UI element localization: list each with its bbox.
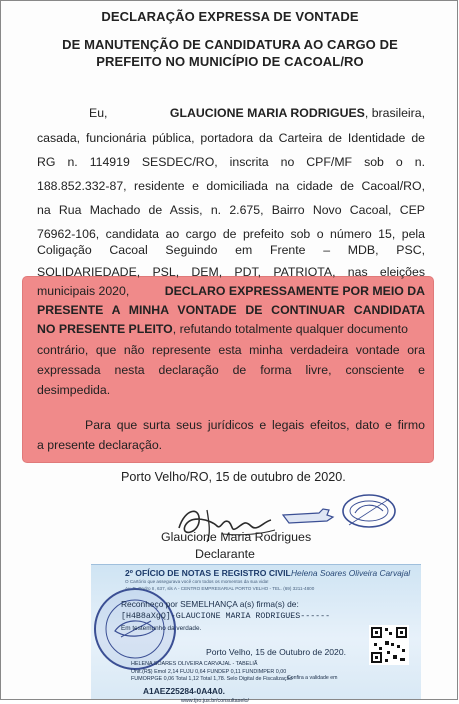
body-line-15: Para que surta seus jurídicos e legais efeitos, dato e firmo [85, 418, 425, 432]
notary-office-title: 2º OFÍCIO DE NOTAS E REGISTRO CIVIL [125, 568, 291, 578]
intro-word: Eu, [89, 106, 108, 120]
notary-fees-1: Unit.(R$) Emol 2,14 FUJU 0,64 FUNDEP 0,11 FUNDIMPER 0,00 [131, 669, 287, 675]
body-line-13: expressada nesta declaração de forma livre, consciente e [37, 363, 425, 377]
document-subtitle-line1: DE MANUTENÇÃO DE CANDIDATURA AO CARGO DE [62, 37, 398, 52]
notary-confirm-text: Confira a validade em [287, 675, 338, 681]
place-and-date: Porto Velho/RO, 15 de outubro de 2020. [121, 470, 346, 484]
document-title: DECLARAÇÃO EXPRESSA DE VONTADE [101, 9, 359, 24]
notary-url: www.tjro.jus.br/consultaselo/ [181, 698, 250, 704]
document-subtitle-line2: PREFEITO NO MUNICÍPIO DE CACOAL/RO [96, 54, 364, 69]
declaration-emphasis-3: NO PRESENTE PLEITO [37, 322, 173, 336]
notary-signature-code: [H4B8aXgQ]-GLAUCIONE MARIA RODRIGUES------ [121, 612, 331, 621]
body-line-4: 188.852.332-87, residente e domiciliada na cidade de Cacoal/RO, [37, 179, 425, 193]
declaration-emphasis-2: PRESENTE A MINHA VONTADE DE CONTINUAR CANDIDATA [37, 303, 425, 317]
body-line-3: RG n. 114919 SESDEC/RO, inscrita no CPF/MF sob o n. [37, 155, 425, 169]
body-line-1 [89, 103, 425, 123]
body-line-12: contrário, que não represente esta minha verdadeira vontade ora [37, 343, 425, 357]
body-line-7: Coligação Cacoal Seguindo em Frente – MDB, PSC, [37, 243, 425, 257]
body-line-16: a presente declaração. [37, 438, 163, 452]
body-line-8: SOLIDARIEDADE, PSL, DEM, PDT, PATRIOTA, nas eleições [37, 265, 425, 279]
notary-recognition-text: Reconheço por SEMELHANÇA a(s) firma(s) de: [121, 599, 299, 609]
declaration-emphasis-1: DECLARO EXPRESSAMENTE POR MEIO DA [164, 284, 425, 298]
notary-fine-print-2: Av. D. Pedro II, 637, sls A - CENTRO EMPRESARIAL PORTO VELHO - TEL. (69) 3211-4800 [125, 586, 315, 591]
nationality: , brasileira, [364, 106, 425, 120]
notary-tabeliao: Helena Soares Oliveira Carvajal [291, 568, 411, 578]
elections-year: municipais 2020, [37, 284, 130, 298]
qr-code-icon [369, 625, 409, 665]
notary-signer: HELENA SOARES OLIVEIRA CARVAJAL - TABELIÃ [131, 661, 258, 667]
signer-name: Glaucione Maria Rodrigues [161, 530, 312, 544]
body-line-11 [37, 319, 425, 339]
authentication-stamp [279, 491, 399, 533]
refutation-text: , refutando totalmente qualquer documento [172, 322, 408, 336]
body-line-9 [37, 281, 425, 301]
notary-date: Porto Velho, 15 de Outubro de 2020. [206, 647, 346, 657]
notary-testimony: Em testemunho da verdade. [121, 625, 202, 632]
notary-fine-print-1: O Cartório que assegurava você com todos os momentos da sua vida! [125, 579, 269, 584]
signer-role: Declarante [195, 547, 255, 561]
notary-seal-block [91, 564, 421, 704]
notary-seal-code: A1AEZ25284-0A4A0. [143, 686, 225, 696]
body-line-14: desimpedida. [37, 383, 111, 397]
notary-fees-2: FUMORPGE 0,06 Total 1,12 Total 1,78. Selo Digital de Fiscalização [131, 676, 293, 682]
declarant-name: GLAUCIONE MARIA RODRIGUES [169, 106, 365, 120]
body-line-2: casada, funcionária pública, portadora da Carteira de Identidade de [37, 131, 425, 145]
body-line-6: 76962-106, candidata ao cargo de prefeito sob o número 15, pela [37, 227, 425, 241]
body-line-5: na Rua Machado de Assis, n. 2.675, Bairro Novo Cacoal, CEP [37, 203, 425, 217]
